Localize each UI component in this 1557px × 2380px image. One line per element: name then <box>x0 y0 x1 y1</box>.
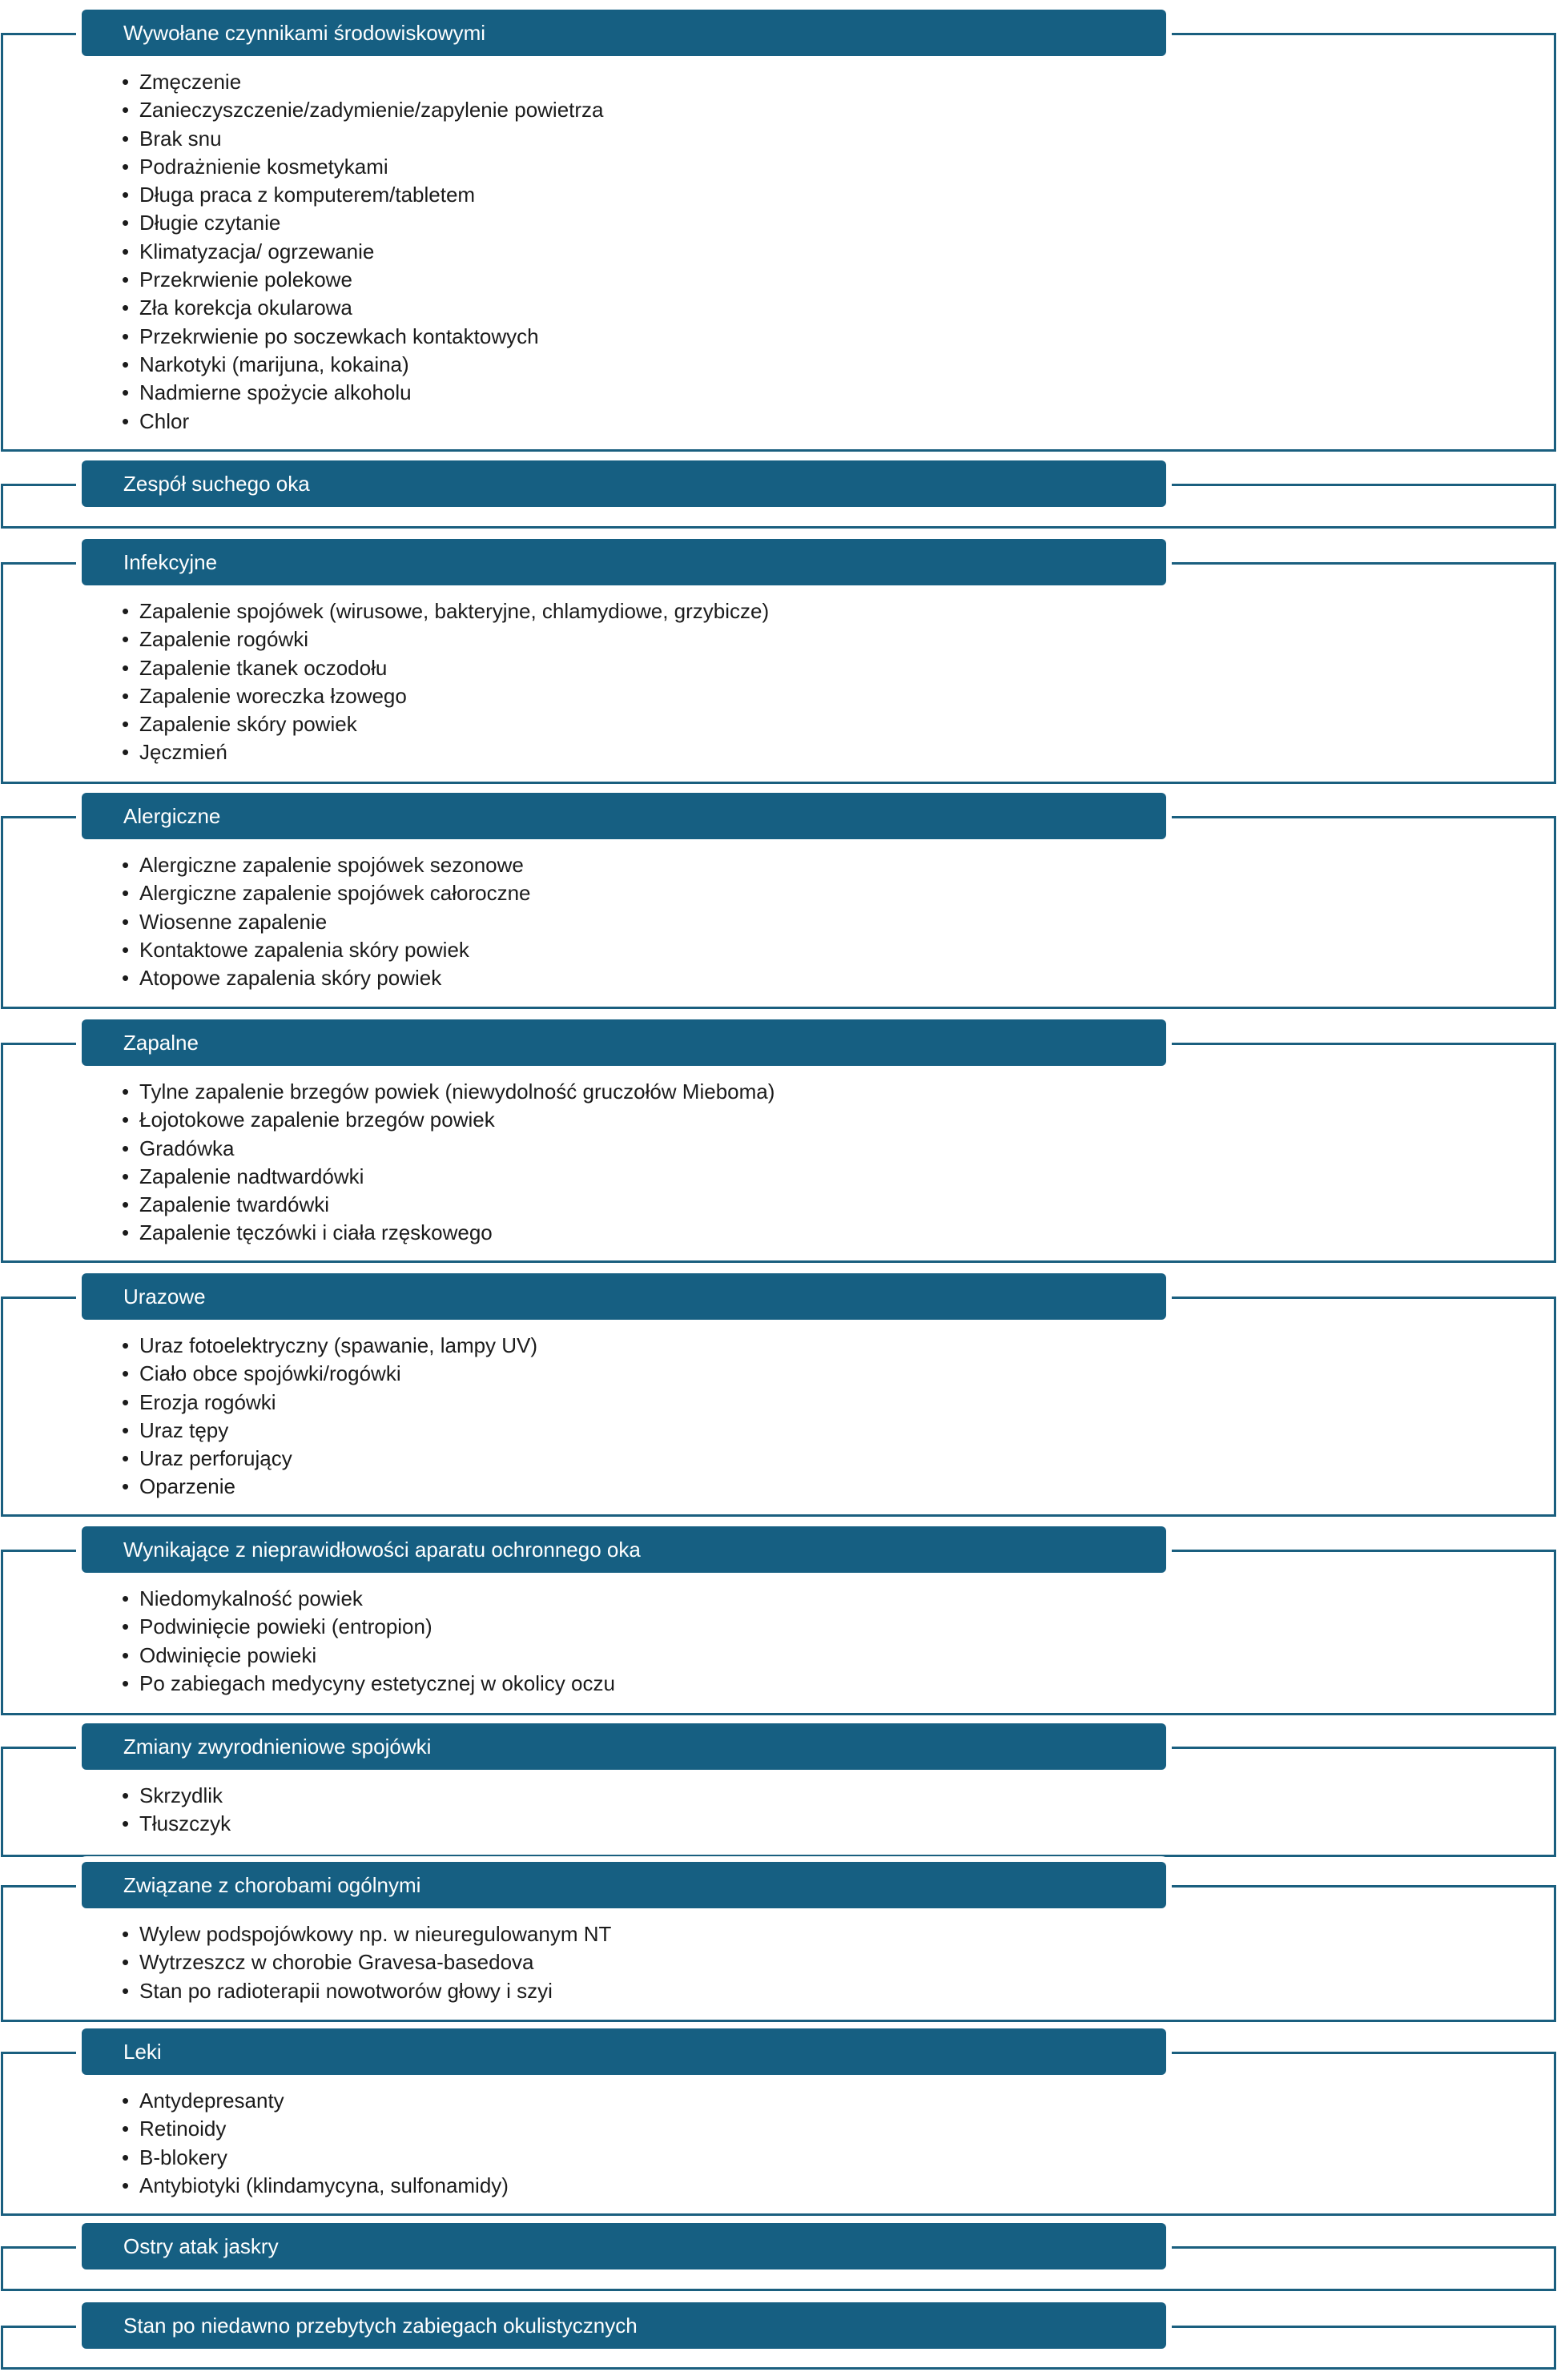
category-items-list <box>122 1332 537 1502</box>
list-item: • Brak snu <box>122 125 604 153</box>
category-section <box>0 1019 1557 1263</box>
category-items-list <box>122 68 604 436</box>
category-items-list <box>122 1782 231 1839</box>
list-item: • Podwinięcie powieki (entropion) <box>122 1613 615 1641</box>
list-item: • Zanieczyszczenie/zadymienie/zapylenie powietrza <box>122 96 604 124</box>
list-item: • Zmęczenie <box>122 68 604 96</box>
list-item: • Narkotyki (marijuna, kokaina) <box>122 351 604 379</box>
category-items-list <box>122 1585 615 1698</box>
list-item: • Chlor <box>122 408 604 436</box>
list-item: • Antybiotyki (klindamycyna, sulfonamidy) <box>122 2172 509 2200</box>
category-items-list <box>122 597 769 767</box>
list-item: • Zapalenie spojówek (wirusowe, bakteryjne, chlamydiowe, grzybicze) <box>122 597 769 625</box>
list-item: • Stan po radioterapii nowotworów głowy i szyi <box>122 1977 611 2005</box>
list-item: • Klimatyzacja/ ogrzewanie <box>122 238 604 266</box>
category-section <box>0 1273 1557 1517</box>
category-header: Leki <box>82 2028 1166 2075</box>
list-item: • Łojotokowe zapalenie brzegów powiek <box>122 1106 774 1134</box>
list-item: • Tłuszczyk <box>122 1810 231 1838</box>
category-header: Urazowe <box>82 1273 1166 1320</box>
category-section <box>0 539 1557 784</box>
category-header: Zapalne <box>82 1019 1166 1066</box>
list-item: • Wylew podspojówkowy np. w nieuregulowanym NT <box>122 1920 611 1948</box>
list-item: • Erozja rogówki <box>122 1389 537 1417</box>
category-section <box>0 2302 1557 2370</box>
list-item: • Przekrwienie polekowe <box>122 266 604 294</box>
category-items-list <box>122 851 531 992</box>
list-item: • Ciało obce spojówki/rogówki <box>122 1360 537 1388</box>
category-header: Wynikające z nieprawidłowości aparatu ochronnego oka <box>82 1526 1166 1573</box>
category-section <box>0 1862 1557 2022</box>
list-item: • Oparzenie <box>122 1473 537 1501</box>
category-section <box>0 1723 1557 1857</box>
list-item: • Nadmierne spożycie alkoholu <box>122 379 604 407</box>
list-item: • Podrażnienie kosmetykami <box>122 153 604 181</box>
category-header: Zmiany zwyrodnieniowe spojówki <box>82 1723 1166 1770</box>
list-item: • B-blokery <box>122 2144 509 2172</box>
category-header: Ostry atak jaskry <box>82 2223 1166 2269</box>
list-item: • Uraz tępy <box>122 1417 537 1445</box>
list-item: • Skrzydlik <box>122 1782 231 1810</box>
list-item: • Zapalenie rogówki <box>122 625 769 653</box>
list-item: • Zapalenie tkanek oczodołu <box>122 654 769 682</box>
category-section <box>0 2223 1557 2291</box>
category-items-list <box>122 2087 509 2200</box>
list-item: • Wytrzeszcz w chorobie Gravesa-basedova <box>122 1948 611 1976</box>
list-item: • Alergiczne zapalenie spojówek sezonowe <box>122 851 531 879</box>
list-item: • Niedomykalność powiek <box>122 1585 615 1613</box>
list-item: • Zapalenie tęczówki i ciała rzęskowego <box>122 1219 774 1247</box>
category-items-list <box>122 1078 774 1248</box>
list-item: • Jęczmień <box>122 738 769 766</box>
category-header: Wywołane czynnikami środowiskowymi <box>82 10 1166 56</box>
list-item: • Tylne zapalenie brzegów powiek (niewydolność gruczołów Mieboma) <box>122 1078 774 1106</box>
list-item: • Zapalenie skóry powiek <box>122 710 769 738</box>
list-item: • Atopowe zapalenia skóry powiek <box>122 964 531 992</box>
list-item: • Długa praca z komputerem/tabletem <box>122 181 604 209</box>
list-item: • Długie czytanie <box>122 209 604 237</box>
list-item: • Zapalenie woreczka łzowego <box>122 682 769 710</box>
list-item: • Antydepresanty <box>122 2087 509 2115</box>
category-header: Zespół suchego oka <box>82 460 1166 507</box>
list-item: • Wiosenne zapalenie <box>122 908 531 936</box>
list-item: • Alergiczne zapalenie spojówek całoroczne <box>122 879 531 907</box>
category-section <box>0 460 1557 529</box>
category-section <box>0 10 1557 452</box>
category-header: Związane z chorobami ogólnymi <box>82 1862 1166 1908</box>
category-items-list <box>122 1920 611 2005</box>
list-item: • Zła korekcja okularowa <box>122 294 604 322</box>
list-item: • Zapalenie twardówki <box>122 1191 774 1219</box>
list-item: • Kontaktowe zapalenia skóry powiek <box>122 936 531 964</box>
category-section <box>0 2028 1557 2216</box>
list-item: • Uraz perforujący <box>122 1445 537 1473</box>
list-item: • Odwinięcie powieki <box>122 1642 615 1670</box>
list-item: • Po zabiegach medycyny estetycznej w okolicy oczu <box>122 1670 615 1698</box>
category-header: Stan po niedawno przebytych zabiegach okulistycznych <box>82 2302 1166 2349</box>
list-item: • Gradówka <box>122 1135 774 1163</box>
list-item: • Uraz fotoelektryczny (spawanie, lampy UV) <box>122 1332 537 1360</box>
list-item: • Retinoidy <box>122 2115 509 2143</box>
list-item: • Przekrwienie po soczewkach kontaktowych <box>122 323 604 351</box>
category-section <box>0 1526 1557 1715</box>
category-header: Infekcyjne <box>82 539 1166 585</box>
list-item: • Zapalenie nadtwardówki <box>122 1163 774 1191</box>
category-header: Alergiczne <box>82 793 1166 839</box>
category-section <box>0 793 1557 1009</box>
